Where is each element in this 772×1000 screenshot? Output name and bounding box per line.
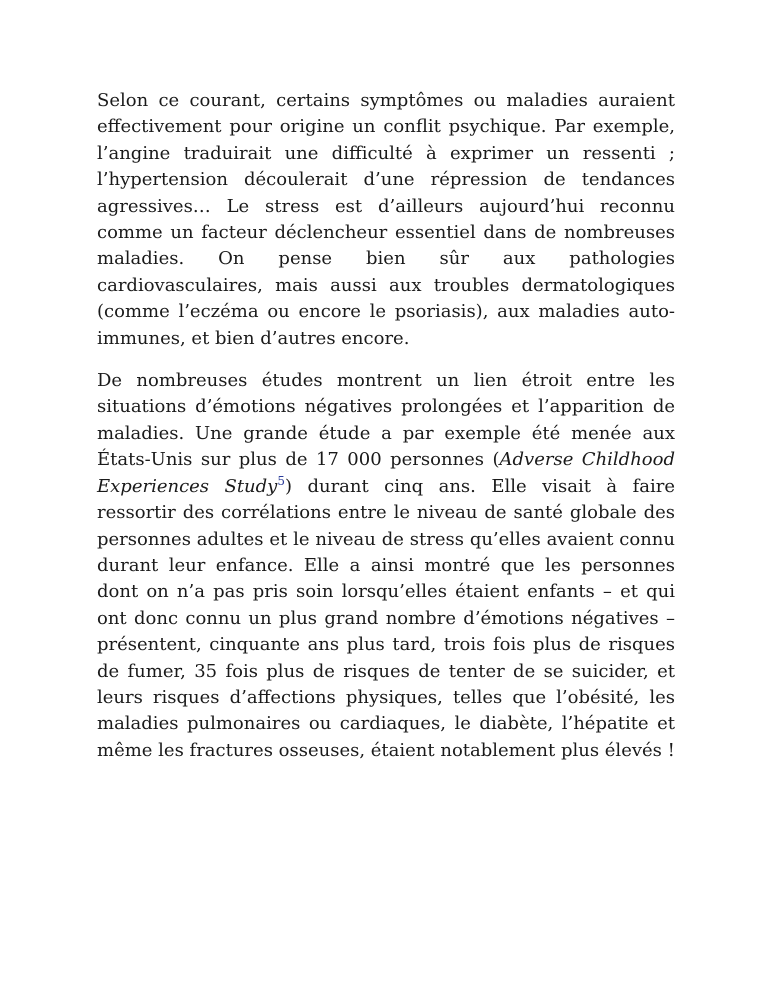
study-title: Adverse Childhood Experiences Study <box>97 449 675 497</box>
paragraph-2-text-after: ) durant cinq ans. Elle visait à faire ressortir des corrélations entre le niveau de santé globale des personnes adultes et le niveau de stress qu’elles avaient connu durant leur enfance. Elle a ainsi montré que les personnes dont on n’a pas pris soin lorsqu’elles étaient enfants – et qui ont donc connu un plus grand nombre d’émotions négatives – présentent, cinquante ans plus tard, trois fois plus de risques de fumer, 35 fois plus de risques de tenter de se suicider, et leurs risques d’affections physiques, telles que l’obésité, les maladies pulmonaires ou cardiaques, le diabète, l’hépatite et même les fractures osseuses, étaient notablement plus élevés ! <box>97 475 675 761</box>
document-page <box>97 88 675 780</box>
paragraph-2 <box>97 368 675 764</box>
paragraph-2-text-before: De nombreuses études montrent un lien étroit entre les situations d’émotions négatives prolongées et l’apparition de maladies. Une grande étude a par exemple été menée aux États-Unis sur plus de 17 000 personnes ( <box>97 370 675 471</box>
paragraph-1-text: Selon ce courant, certains symptômes ou maladies auraient effectivement pour origine un conflit psychique. Par exemple, l’angine traduirait une difficulté à exprimer un ressenti ; l’hypertension découlerait d’une répression de tendances agressives… Le stress est d’ailleurs aujourd’hui reconnu comme un facteur déclencheur essentiel dans de nombreuses maladies. On pense bien sûr aux pathologies cardiovasculaires, mais aussi aux troubles dermatologiques (comme l’eczéma ou encore le psoriasis), aux maladies auto-immunes, et bien d’autres encore. <box>97 90 675 349</box>
paragraph-1 <box>97 88 675 352</box>
footnote-link-5[interactable]: 5 <box>277 473 285 488</box>
